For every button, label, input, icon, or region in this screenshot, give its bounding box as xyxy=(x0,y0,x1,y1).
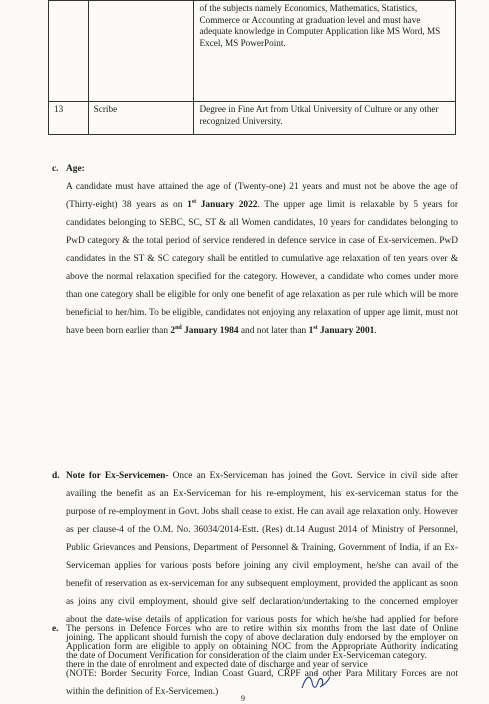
table-cell-post: Scribe xyxy=(88,102,194,135)
ex-servicemen-note: (NOTE: Border Security Force, Indian Coast Guard, CRPF and other Para Military Forces are not within the definition of Ex-Servicemen.) xyxy=(66,669,458,697)
page-number: 9 xyxy=(241,694,245,703)
age-paragraph: A candidate must have attained the age of (Twenty-one) 21 years and must not be above the age of (Thirty-eight) 38 years as on 1st January 2022. The upper age limit is relaxable by 5 years for candidates belonging to SEBC, SC, ST & all Women candidates, 10 years for candidates belonging to PwD category & the total period of service rendered in defence service in case of Ex-servicemen. PwD candidates in the ST & SC category shall be entitled to cumulative age relaxation of ten years over & above the normal relaxation specified for the category. However, a candidate who comes under more than one category shall be eligible for only one benefit of age relaxation as per rule which will be more beneficial to her/him. To be eligible, candidates not enjoying any relaxation of upper age limit, must not have been born earlier than 2nd January 1984 and not later than 1st January 2001. xyxy=(66,182,458,336)
table-cell-qualification: Degree in Fine Art from Utkal University of Culture or any other recognized University. xyxy=(194,102,456,135)
table-cell-qualification: of the subjects namely Economics, Mathematics, Statistics, Commerce or Accounting at graduation level and must have adequate knowledge in Computer Application like MS Word, MS Excel, MS PowerPoint. xyxy=(194,1,456,102)
table-cell-number xyxy=(49,1,89,102)
section-marker: d. xyxy=(52,471,60,481)
defence-forces-paragraph: The persons in Defence Forces who are to retire within six months from the last date of Online Application form are eligible to apply on obtaining NOC from the Appropriate Authority indicating there in the date of enrolment and expected date of discharge and year of service xyxy=(66,624,458,670)
ex-servicemen-paragraph: Note for Ex-Servicemen- Once an Ex-Serviceman has joined the Govt. Service in civil side after availing the benefit as an Ex-Serviceman for his re-employment, his ex-serviceman status for the purpose of re-employment in Govt. Jobs shall cease to exist. He can avail age relaxation only. However as per clause-4 of the O.M. No. 36034/2014-Estt. (Res) dt.14 August 2014 of Ministry of Personnel, Public Grievances and Pensions, Department of Personnel & Training, Government of India, if an Ex-Serviceman applies for various posts before joining any civil employment, he/she can avail of the benefit of reservation as ex-serviceman for any subsequent employment, provided the applicant as soon as joins any civil employment, should give self declaration/undertaking to the concerned employer about the date-wise details of application for various posts for which he/she had applied for before joining. The applicant should furnish the copy of above declaration duly endorsed by the employer on the date of Document Verification for consideration of the claim under Ex-Serviceman category. xyxy=(66,471,459,661)
signature-mark xyxy=(298,668,332,696)
table-row xyxy=(49,1,456,102)
section-marker: e. xyxy=(52,624,59,634)
table-cell-post xyxy=(88,1,194,102)
section-marker: c. xyxy=(52,164,59,174)
defence-forces-section xyxy=(52,620,458,674)
age-heading: Age: xyxy=(66,164,85,174)
age-section xyxy=(52,160,458,340)
table-row xyxy=(49,102,456,135)
qualification-table xyxy=(48,0,456,135)
table-cell-number: 13 xyxy=(49,102,89,135)
ex-servicemen-heading: Note for Ex-Servicemen- xyxy=(66,471,169,481)
